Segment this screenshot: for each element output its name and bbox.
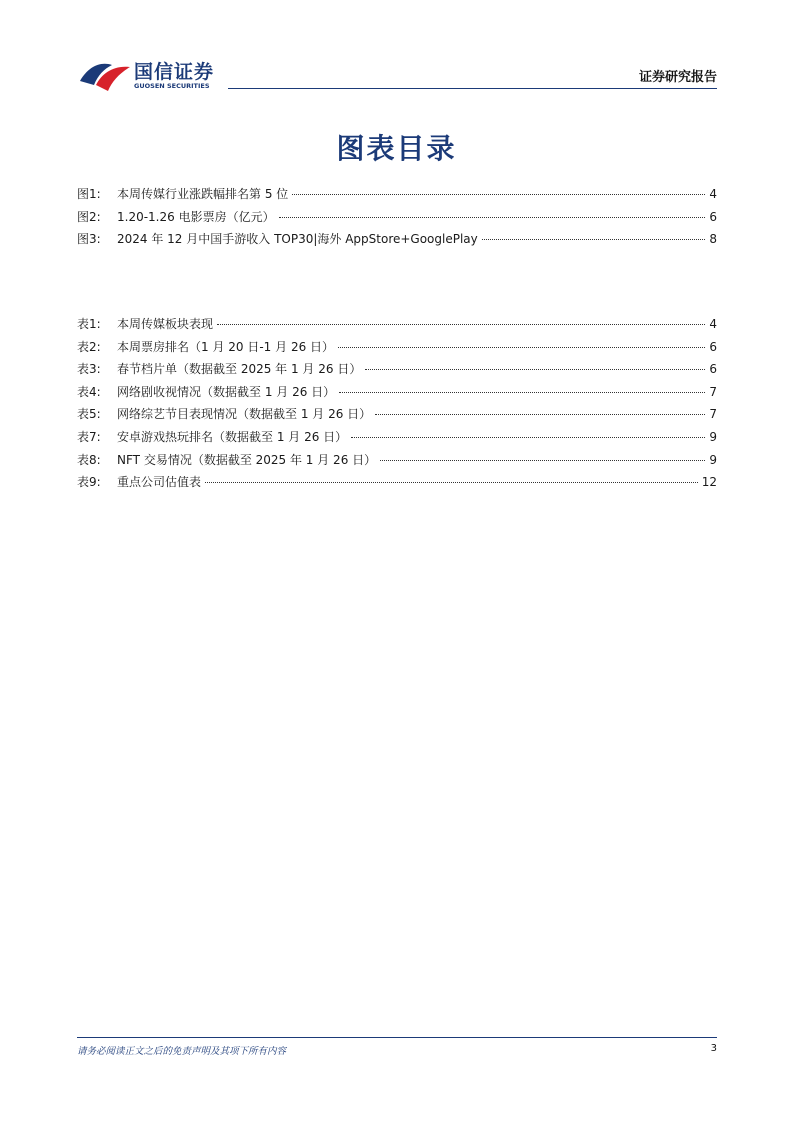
toc-page: 7 bbox=[709, 384, 717, 399]
toc-page: 9 bbox=[709, 429, 717, 444]
toc-page: 7 bbox=[709, 407, 717, 422]
page-number: 3 bbox=[710, 1043, 717, 1054]
toc-entry-table-4[interactable] bbox=[77, 383, 717, 406]
toc-leader bbox=[338, 347, 705, 348]
toc-page: 6 bbox=[709, 362, 717, 377]
toc-label: 表7: bbox=[77, 429, 101, 444]
toc-page: 9 bbox=[709, 452, 717, 467]
toc-leader bbox=[482, 239, 705, 240]
header-divider bbox=[228, 88, 717, 89]
toc-label: 表9: bbox=[77, 475, 101, 490]
table-list bbox=[77, 315, 717, 496]
toc-leader bbox=[375, 414, 705, 415]
toc-title: 本周传媒行业涨跌幅排名第 5 位 bbox=[117, 187, 289, 201]
toc-entry-table-5[interactable] bbox=[77, 405, 717, 428]
toc-page: 8 bbox=[709, 232, 717, 247]
toc-title: 重点公司估值表 bbox=[117, 475, 202, 490]
toc-entry-table-3[interactable] bbox=[77, 360, 717, 383]
toc-title: 安卓游戏热玩排名（数据截至 1 月 26 日） bbox=[117, 429, 348, 444]
toc-title: 本周传媒板块表现 bbox=[117, 317, 214, 331]
brand-name-en: GUOSEN SECURITIES bbox=[134, 82, 210, 90]
toc-leader bbox=[292, 194, 705, 195]
toc-label: 表5: bbox=[77, 407, 101, 422]
toc-page: 6 bbox=[709, 339, 717, 354]
toc-page: 6 bbox=[709, 209, 717, 224]
page-title: 图表目录 bbox=[336, 132, 457, 165]
toc-leader bbox=[365, 369, 705, 370]
toc-title: 网络剧收视情况（数据截至 1 月 26 日） bbox=[117, 384, 336, 399]
toc-entry-table-7[interactable] bbox=[77, 428, 717, 451]
toc-label: 表1: bbox=[77, 317, 101, 331]
toc-title: 本周票房排名（1 月 20 日-1 月 26 日） bbox=[117, 339, 335, 354]
toc-leader bbox=[351, 437, 705, 438]
toc-label: 表4: bbox=[77, 384, 101, 399]
toc-label: 图1: bbox=[77, 187, 101, 201]
report-type: 证券研究报告 bbox=[638, 70, 717, 85]
toc-title: 1.20-1.26 电影票房（亿元） bbox=[117, 209, 275, 224]
toc-entry-table-8[interactable] bbox=[77, 451, 717, 474]
toc-entry-table-2[interactable] bbox=[77, 338, 717, 361]
toc-entry-figure-2[interactable] bbox=[77, 208, 717, 231]
toc-title: 2024 年 12 月中国手游收入 TOP30|海外 AppStore+GooglePlay bbox=[117, 232, 478, 247]
brand-name-cn: 国信证券 bbox=[134, 61, 215, 83]
toc-label: 图3: bbox=[77, 232, 101, 247]
figure-list bbox=[77, 185, 717, 253]
toc-leader bbox=[339, 392, 705, 393]
toc-leader bbox=[205, 482, 698, 483]
toc-title: 春节档片单（数据截至 2025 年 1 月 26 日） bbox=[117, 362, 362, 377]
guosen-logo bbox=[78, 55, 238, 95]
toc-title: NFT 交易情况（数据截至 2025 年 1 月 26 日） bbox=[117, 452, 377, 467]
toc-title: 网络综艺节目表现情况（数据截至 1 月 26 日） bbox=[117, 407, 372, 422]
toc-page: 4 bbox=[709, 187, 717, 201]
toc-entry-figure-1[interactable] bbox=[77, 185, 717, 208]
toc-label: 表2: bbox=[77, 339, 101, 354]
guosen-emblem-icon bbox=[78, 57, 132, 93]
toc-label: 表3: bbox=[77, 362, 101, 377]
toc-entry-table-9[interactable] bbox=[77, 473, 717, 496]
footer-divider bbox=[77, 1037, 717, 1038]
toc-leader bbox=[217, 324, 705, 325]
toc-leader bbox=[380, 460, 705, 461]
toc-label: 图2: bbox=[77, 209, 101, 224]
toc-entry-figure-3[interactable] bbox=[77, 230, 717, 253]
toc-page: 12 bbox=[701, 475, 717, 490]
toc-label: 表8: bbox=[77, 452, 101, 467]
toc-page: 4 bbox=[709, 317, 717, 331]
toc-entry-table-1[interactable] bbox=[77, 315, 717, 338]
toc-leader bbox=[279, 217, 705, 218]
footer-disclaimer: 请务必阅读正文之后的免责声明及其项下所有内容 bbox=[77, 1046, 287, 1057]
